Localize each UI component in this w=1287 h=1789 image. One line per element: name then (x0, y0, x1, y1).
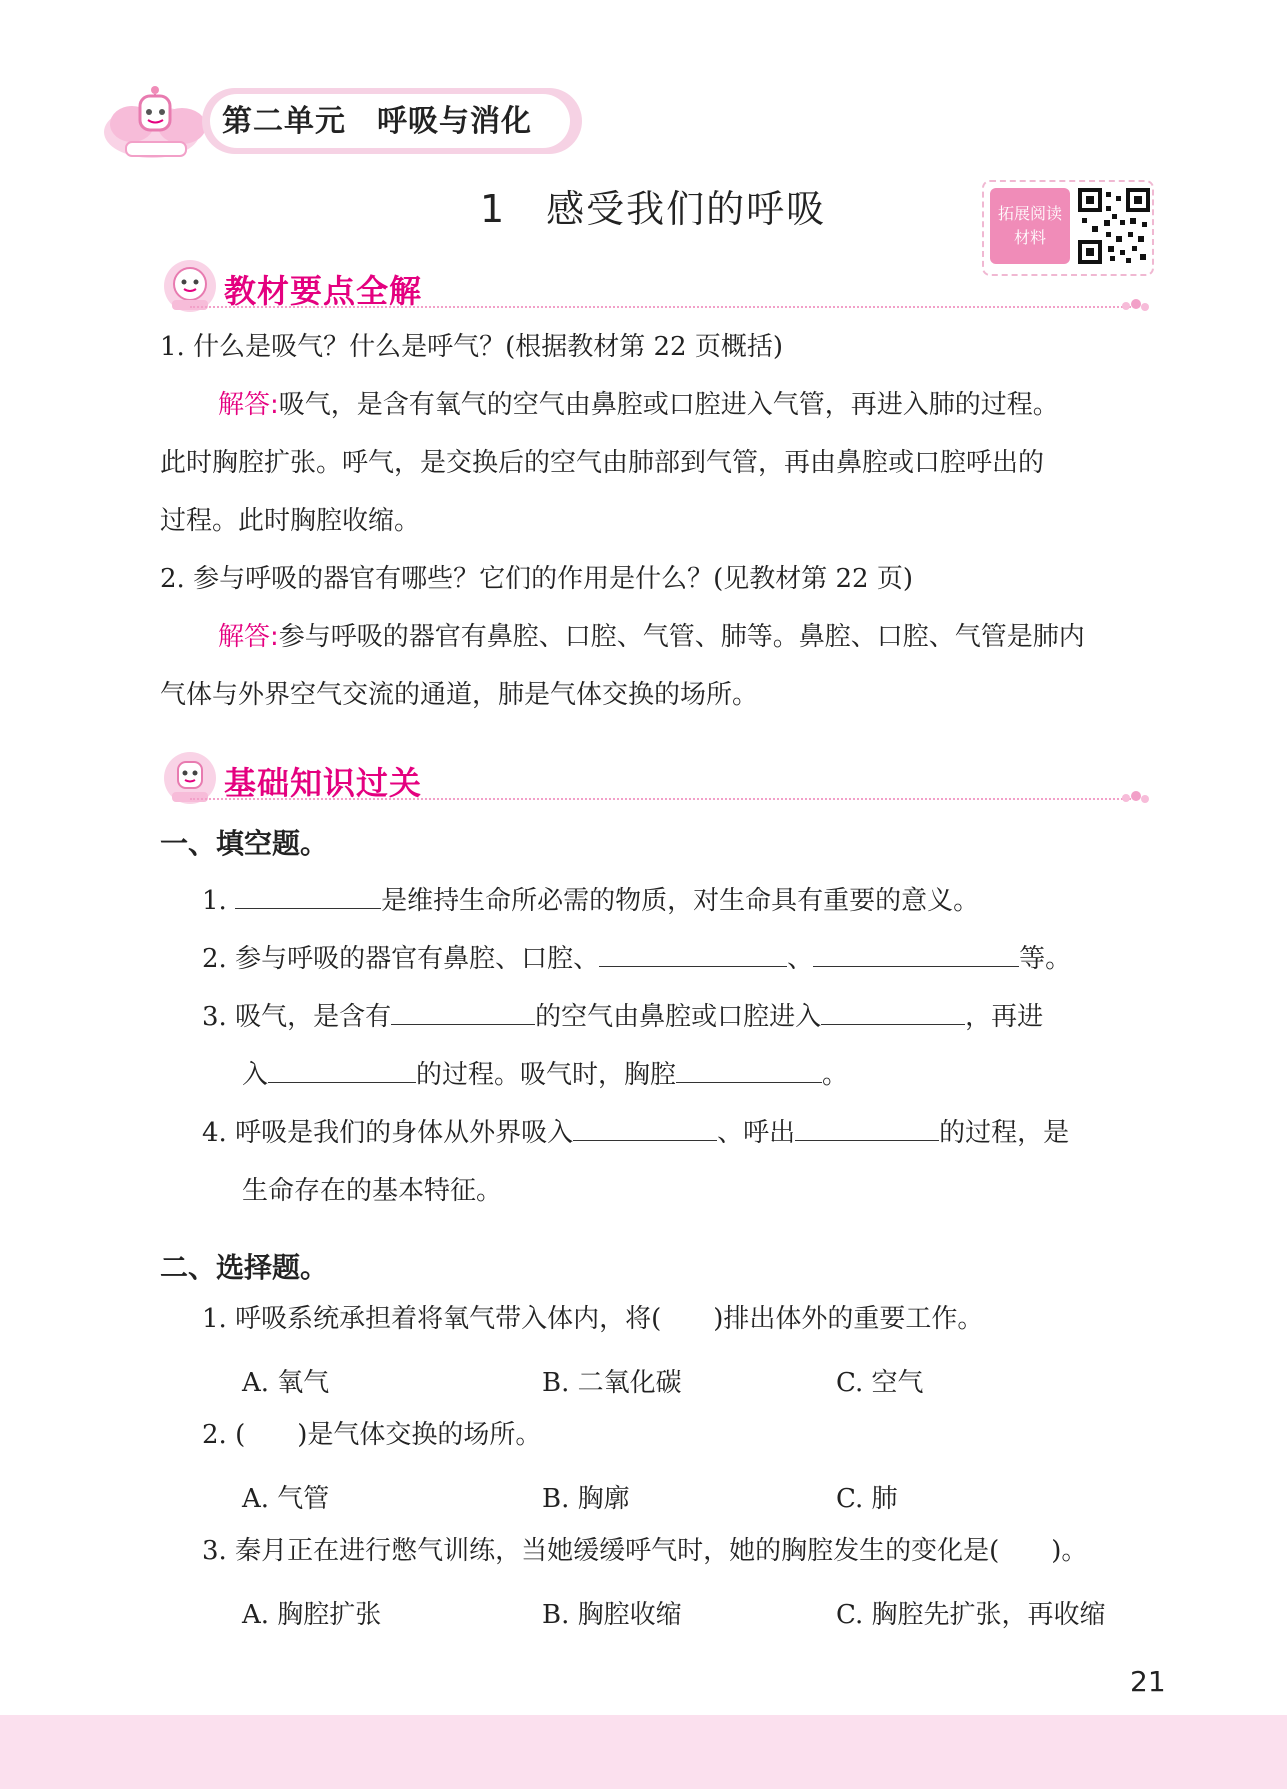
choice-question-2: 2. ( )是气体交换的场所。 (202, 1420, 542, 1450)
section1-title: 教材要点全解 (224, 272, 423, 310)
fill-q4-p3: 的过程，是 (939, 1118, 1070, 1148)
choice-q3-option-a[interactable]: A. 胸腔扩张 (242, 1600, 382, 1630)
dots-decoration-icon (1120, 296, 1150, 316)
fill-question-4 (202, 1104, 1069, 1162)
choice-question-1: 1. 呼吸系统承担着将氧气带入体内，将( )排出体外的重要工作。 (202, 1304, 984, 1334)
fill-q4-p1: 呼吸是我们的身体从外界吸入 (235, 1118, 574, 1148)
answer-1-line3: 过程。此时胸腔收缩。 (160, 506, 421, 536)
fill-question-4-cont: 生命存在的基本特征。 (242, 1176, 503, 1206)
choice-q2-option-a[interactable]: A. 气管 (242, 1484, 330, 1514)
dots-decoration-icon (1120, 788, 1150, 808)
fill-q3-p5: 的过程。吸气时，胸腔 (416, 1060, 677, 1090)
fill-q3-blank1[interactable] (391, 994, 535, 1025)
fill-q3-num: 3. (202, 1002, 227, 1032)
answer-1-line1 (218, 376, 1059, 434)
answer-2-text1: 参与呼吸的器官有鼻腔、口腔、气管、肺等。鼻腔、口腔、气管是肺内 (278, 622, 1085, 652)
fill-q3-p1: 吸气，是含有 (235, 1002, 392, 1032)
fill-q1-num: 1. (202, 886, 227, 916)
fill-q3-blank4[interactable] (676, 1052, 822, 1083)
fill-q4-num: 4. (202, 1118, 227, 1148)
choice-q2-option-b[interactable]: B. 胸廓 (542, 1484, 630, 1514)
fill-q1-blank[interactable] (235, 878, 381, 909)
choice-q1-option-a[interactable]: A. 氧气 (242, 1368, 330, 1398)
qr-label-line2: 材料 (1013, 228, 1046, 247)
fill-question-2 (202, 930, 1071, 988)
section2-divider (190, 798, 1138, 800)
fill-q2-num: 2. (202, 944, 227, 974)
unit-header-banner (92, 82, 587, 162)
fill-q3-blank2[interactable] (821, 994, 965, 1025)
choice-q1-option-b[interactable]: B. 二氧化碳 (542, 1368, 682, 1398)
answer-2-line2: 气体与外界空气交流的通道，肺是气体交换的场所。 (160, 680, 759, 710)
fill-q3-p3: ，再进 (965, 1002, 1044, 1032)
fill-q4-p2: 、呼出 (717, 1118, 796, 1148)
fill-q3-p4: 入 (242, 1060, 269, 1090)
answer-label: 解答: (218, 390, 279, 420)
section2-title: 基础知识过关 (224, 764, 423, 802)
answer-1-text1: 吸气，是含有氧气的空气由鼻腔或口腔进入气管，再进入肺的过程。 (278, 390, 1059, 420)
unit-title: 第二单元 呼吸与消化 (222, 104, 532, 139)
qr-label-line1: 拓展阅读 (997, 204, 1062, 223)
fill-question-3-cont (242, 1046, 848, 1104)
footer-band (0, 1715, 1287, 1789)
fill-q3-p2: 的空气由鼻腔或口腔进入 (535, 1002, 822, 1032)
fill-q3-blank3[interactable] (268, 1052, 416, 1083)
answer-2-line1 (218, 608, 1085, 666)
choice-q3-option-b[interactable]: B. 胸腔收缩 (542, 1600, 682, 1630)
page-number: 21 (1130, 1665, 1166, 1698)
qr-label (990, 188, 1070, 264)
fill-q2-pre: 参与呼吸的器官有鼻腔、口腔、 (235, 944, 600, 974)
answer-label: 解答: (218, 622, 279, 652)
section2-heading (160, 748, 1150, 812)
fill-q2-blank1[interactable] (599, 936, 787, 967)
section1-divider (190, 306, 1138, 308)
fill-q2-end: 等。 (1019, 944, 1072, 974)
fill-q3-p6: 。 (822, 1060, 849, 1090)
fill-q1-text: 是维持生命所必需的物质，对生命具有重要的意义。 (381, 886, 980, 916)
choice-q2-option-c[interactable]: C. 肺 (836, 1484, 898, 1514)
choice-heading: 二、选择题。 (160, 1251, 329, 1284)
lesson-title: 1 感受我们的呼吸 (480, 187, 827, 231)
fill-q2-mid: 、 (787, 944, 814, 974)
fill-q4-blank1[interactable] (573, 1110, 717, 1141)
question-1: 1. 什么是吸气？什么是呼气？(根据教材第 22 页概括) (160, 332, 783, 362)
fill-question-1 (202, 872, 979, 930)
choice-q3-option-c[interactable]: C. 胸腔先扩张，再收缩 (836, 1600, 1106, 1630)
section1-heading (160, 256, 1150, 320)
fill-question-3 (202, 988, 1043, 1046)
choice-question-3: 3. 秦月正在进行憋气训练，当她缓缓呼气时，她的胸腔发生的变化是( )。 (202, 1536, 1088, 1566)
fill-q2-blank2[interactable] (813, 936, 1019, 967)
qr-code-icon[interactable] (1076, 186, 1152, 266)
answer-1-line2: 此时胸腔扩张。呼气，是交换后的空气由肺部到气管，再由鼻腔或口腔呼出的 (160, 448, 1045, 478)
fill-q4-blank2[interactable] (795, 1110, 939, 1141)
question-2: 2. 参与呼吸的器官有哪些？它们的作用是什么？(见教材第 22 页) (160, 564, 913, 594)
fill-heading: 一、填空题。 (160, 827, 329, 860)
choice-q1-option-c[interactable]: C. 空气 (836, 1368, 924, 1398)
